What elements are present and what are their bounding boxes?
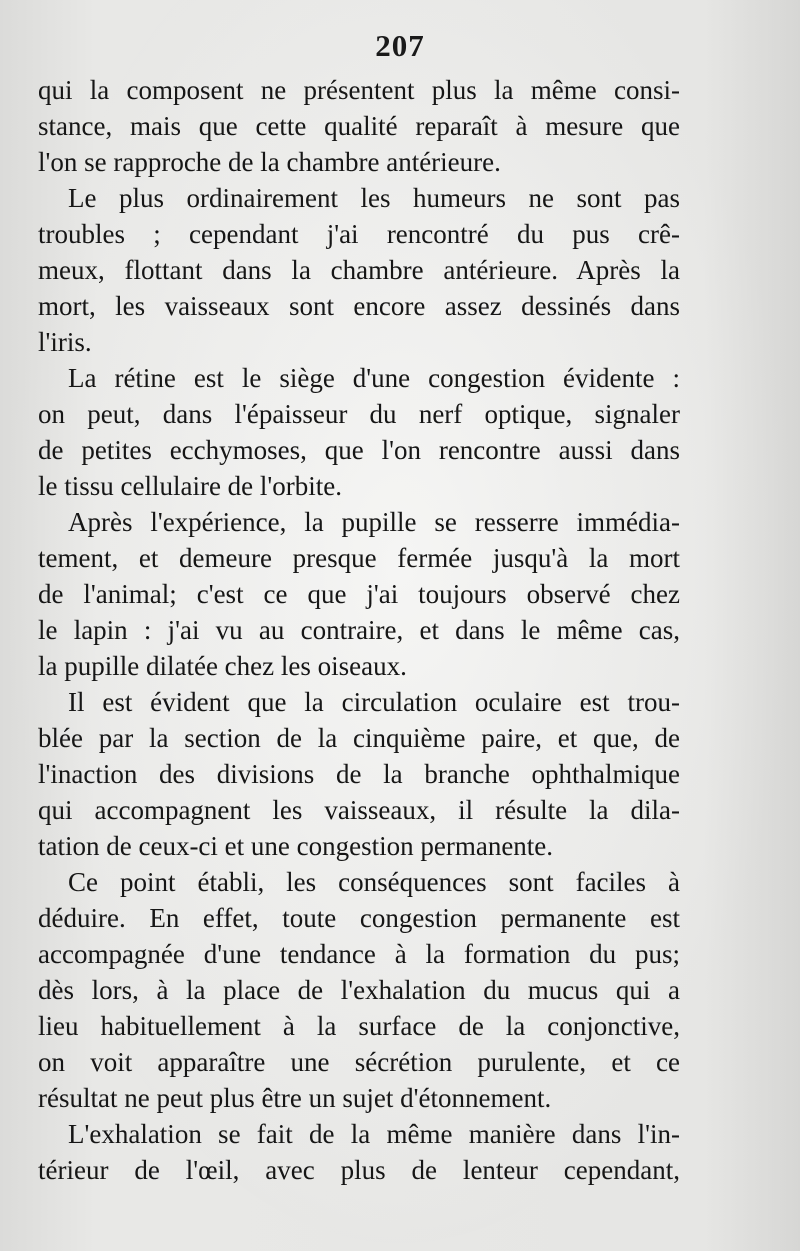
text-line: dès lors, à la place de l'exhalation du mucus qui a [38,975,680,1005]
text-line: tation de ceux-ci et une congestion permanente. [38,831,554,861]
text-line: qui la composent ne présentent plus la même consi- [38,75,680,105]
body-text [38,72,680,1188]
text-line: l'on se rapproche de la chambre antérieure. [38,147,501,177]
text-line: déduire. En effet, toute congestion permanente est [38,903,680,933]
text-line: tement, et demeure presque fermée jusqu'à la mort [38,543,680,573]
text-line: stance, mais que cette qualité reparaît à mesure que [38,111,680,141]
text-line: de l'animal; c'est ce que j'ai toujours observé chez [38,579,680,609]
page-number: 207 [375,28,425,63]
text-line: résultat ne peut plus être un sujet d'étonnement. [38,1083,552,1113]
text-line: Ce point établi, les conséquences sont faciles à [68,867,680,897]
text-line: l'inaction des divisions de la branche ophthalmique [38,759,680,789]
text-line: Il est évident que la circulation oculaire est trou- [68,687,680,717]
text-line: la pupille dilatée chez les oiseaux. [38,651,407,681]
text-line: mort, les vaisseaux sont encore assez dessinés dans [38,291,680,321]
text-line: le tissu cellulaire de l'orbite. [38,471,343,501]
text-line: Le plus ordinairement les humeurs ne sont pas [68,183,680,213]
text-line: qui accompagnent les vaisseaux, il résulte la dila- [38,795,680,825]
text-line: on voit apparaître une sécrétion purulente, et ce [38,1047,680,1077]
text-line: on peut, dans l'épaisseur du nerf optique, signaler [38,399,680,429]
text-line: Après l'expérience, la pupille se resserre immédia- [68,507,680,537]
text-line: térieur de l'œil, avec plus de lenteur cependant, [38,1155,680,1185]
text-line: lieu habituellement à la surface de la conjonctive, [38,1011,680,1041]
text-line: meux, flottant dans la chambre antérieure. Après la [38,255,680,285]
text-line: de petites ecchymoses, que l'on rencontre aussi dans [38,435,680,465]
text-line: l'iris. [38,327,92,357]
text-line: troubles ; cependant j'ai rencontré du pus crê- [38,219,680,249]
text-line: le lapin : j'ai vu au contraire, et dans le même cas, [38,615,680,645]
text-line: La rétine est le siège d'une congestion évidente : [68,363,680,393]
text-line: L'exhalation se fait de la même manière dans l'in- [68,1119,680,1149]
text-line: accompagnée d'une tendance à la formation du pus; [38,939,680,969]
text-line: blée par la section de la cinquième paire, et que, de [38,723,680,753]
